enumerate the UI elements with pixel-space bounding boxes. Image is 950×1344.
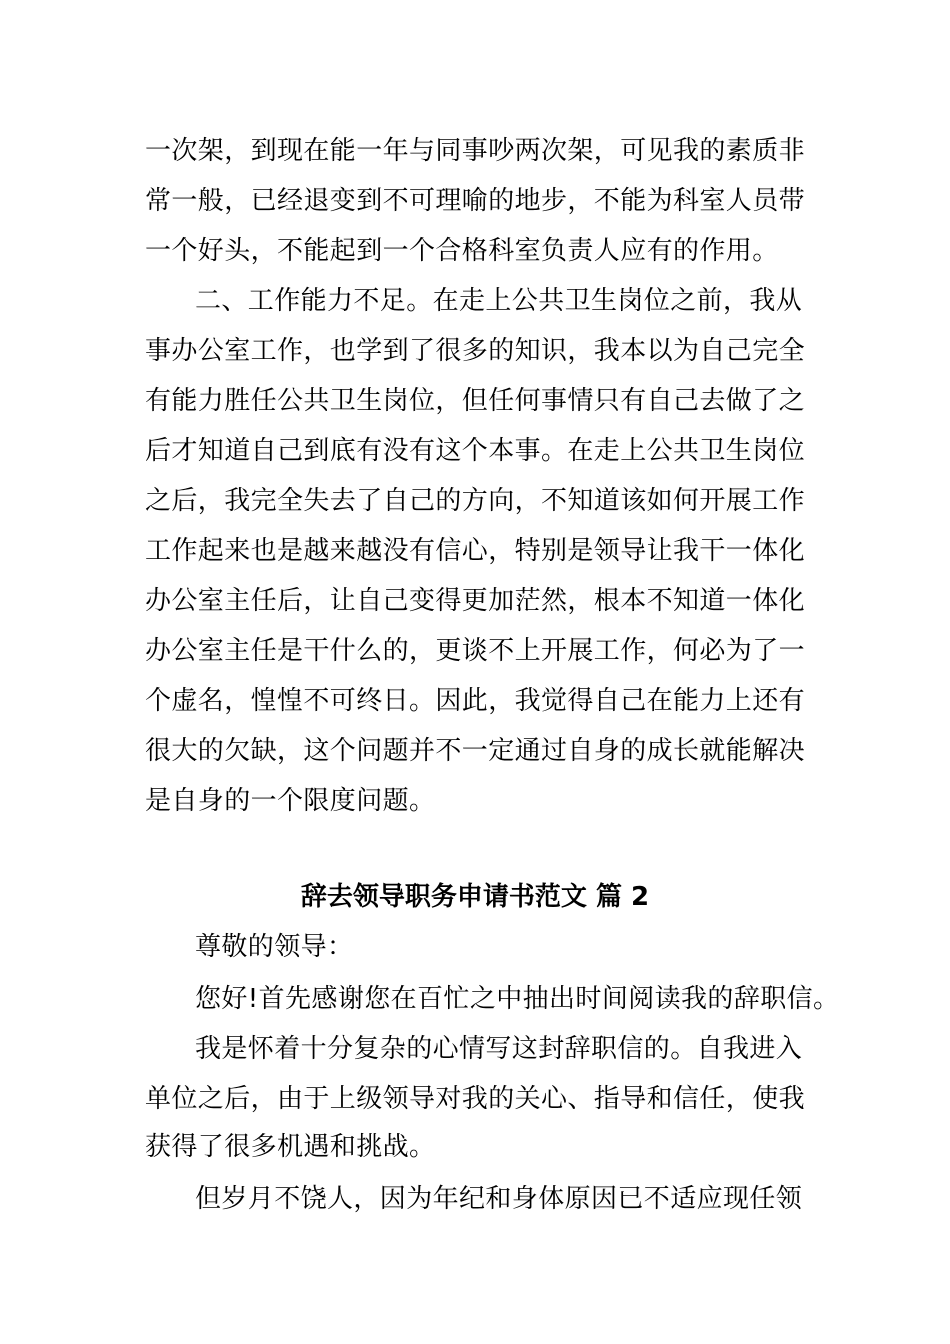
text-line: 后才知道自己到底有没有这个本事。在走上公共卫生岗位 bbox=[145, 436, 806, 466]
text-line: 很大的欠缺，这个问题并不一定通过自身的成长就能解决 bbox=[145, 736, 806, 766]
text-line: 个虚名，惶惶不可终日。因此，我觉得自己在能力上还有 bbox=[145, 686, 806, 716]
section-heading: 辞去领导职务申请书范文 篇 2 bbox=[300, 882, 650, 912]
text-line: 一个好头，不能起到一个合格科室负责人应有的作用。 bbox=[145, 236, 779, 266]
text-line: 事办公室工作，也学到了很多的知识，我本以为自己完全 bbox=[145, 336, 806, 366]
text-line: 获得了很多机遇和挑战。 bbox=[145, 1132, 436, 1162]
text-line: 是自身的一个限度问题。 bbox=[145, 786, 436, 816]
greeting-line: 您好!首先感谢您在百忙之中抽出时间阅读我的辞职信。 bbox=[195, 984, 840, 1014]
text-line: 之后，我完全失去了自己的方向，不知道该如何开展工作 bbox=[145, 486, 806, 516]
text-line: 工作起来也是越来越没有信心，特别是领导让我干一体化 bbox=[145, 536, 806, 566]
paragraph-start-line: 我是怀着十分复杂的心情写这封辞职信的。自我进入 bbox=[195, 1034, 803, 1064]
text-line: 一次架，到现在能一年与同事吵两次架，可见我的素质非 bbox=[145, 136, 806, 166]
text-line: 常一般，已经退变到不可理喻的地步，不能为科室人员带 bbox=[145, 186, 806, 216]
text-line: 办公室主任后，让自己变得更加茫然，根本不知道一体化 bbox=[145, 586, 806, 616]
text-line: 办公室主任是干什么的，更谈不上开展工作，何必为了一 bbox=[145, 636, 806, 666]
text-line: 有能力胜任公共卫生岗位，但任何事情只有自己去做了之 bbox=[145, 386, 806, 416]
text-line: 单位之后，由于上级领导对我的关心、指导和信任，使我 bbox=[145, 1084, 806, 1114]
paragraph-start-line: 但岁月不饶人，因为年纪和身体原因已不适应现任领 bbox=[195, 1184, 803, 1214]
salutation-line: 尊敬的领导： bbox=[195, 932, 354, 962]
paragraph-start-line: 二、工作能力不足。在走上公共卫生岗位之前，我从 bbox=[195, 286, 803, 316]
